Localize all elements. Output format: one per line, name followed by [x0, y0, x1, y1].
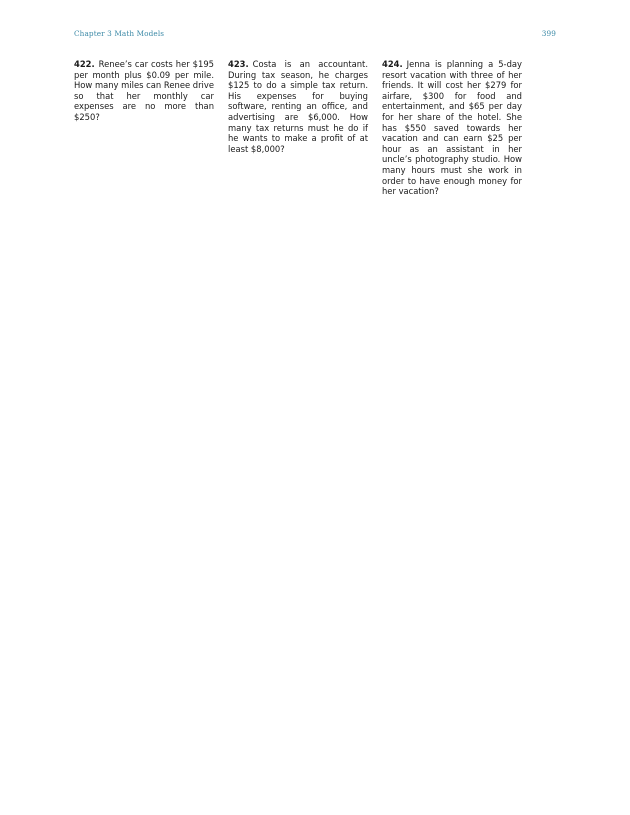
exercise-422: [74, 59, 214, 197]
running-header: [74, 26, 556, 40]
exercise-text: Costa is an accountant. During tax season, he charges $125 to do a simple tax return. His expenses for buying software, renting an office, and advertising are $6,000. How many tax returns must he do if he wants to make a profit of at least $8,000?: [228, 59, 368, 154]
chapter-title: Chapter 3 Math Models: [74, 28, 165, 38]
exercise-number: 424.: [382, 59, 403, 69]
exercise-number: 422.: [74, 59, 95, 69]
page-number: 399: [541, 28, 556, 38]
exercise-text: Jenna is planning a 5-day resort vacation with three of her friends. It will cost her $279 for airfare, $300 for food and entertainment, and $65 per day for her share of the hotel. She has $550 saved towards her vacation and can earn $25 per hour as an assistant in her uncle’s photography studio. How many hours must she work in order to have enough money for her vacation?: [382, 59, 522, 197]
exercise-423: [228, 59, 368, 197]
exercise-424: [382, 59, 522, 197]
exercise-number: 423.: [228, 59, 249, 69]
exercise-columns: [74, 59, 522, 197]
exercise-text: Renee’s car costs her $195 per month plus $0.09 per mile. How many miles can Renee drive so that her monthly car expenses are no more than $250?: [74, 59, 214, 122]
